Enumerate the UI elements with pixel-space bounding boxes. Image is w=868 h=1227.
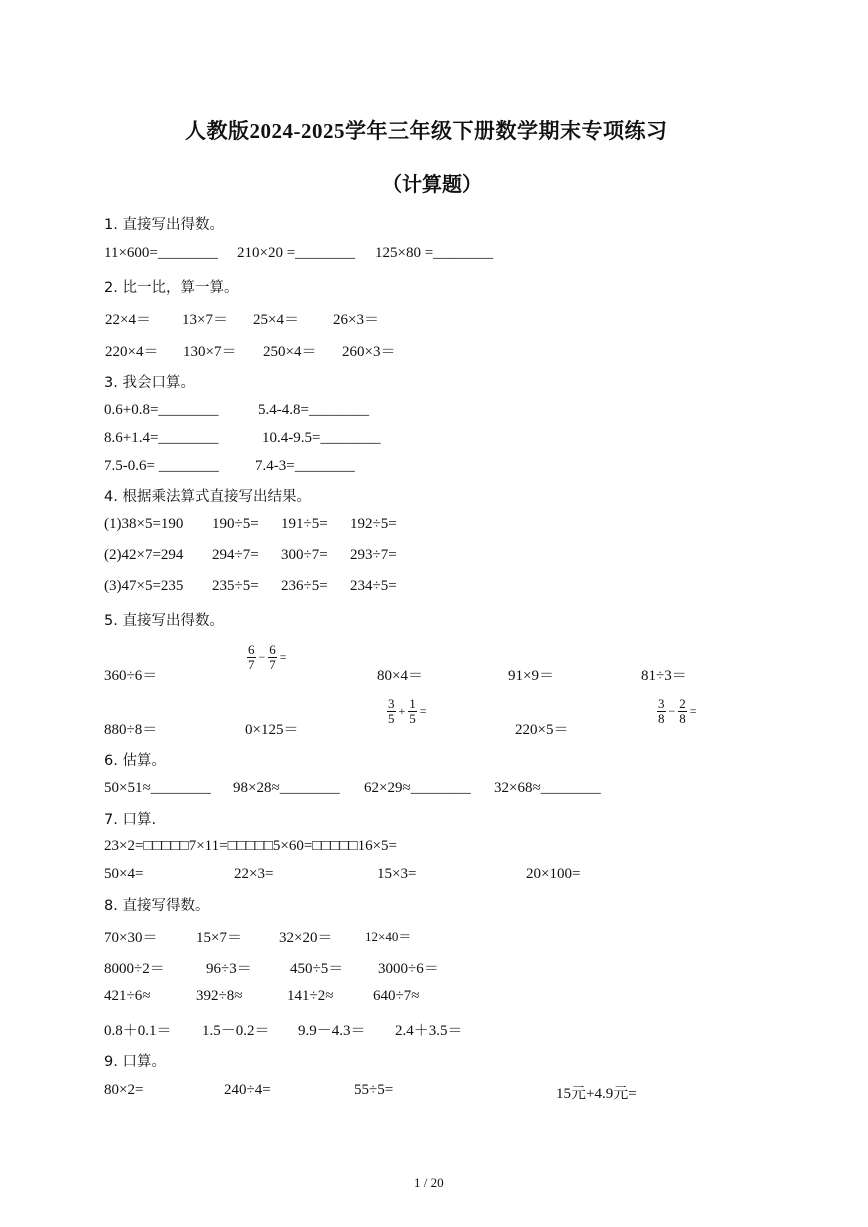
- problem: 62×29≈________: [364, 780, 471, 796]
- problem: 220×5＝: [515, 722, 569, 738]
- numerator: 6: [248, 642, 255, 657]
- question-7-heading: 7. 口算.: [104, 812, 157, 828]
- problem: 235÷5=: [212, 578, 259, 594]
- numerator: 1: [409, 696, 416, 711]
- page-title: 人教版2024-2025学年三年级下册数学期末专项练习: [185, 119, 668, 143]
- denominator: 7: [269, 657, 276, 672]
- problem: 130×7＝: [183, 344, 237, 360]
- equals-sign: =: [279, 650, 287, 664]
- denominator: 8: [679, 711, 686, 726]
- problem: 190÷5=: [212, 516, 259, 532]
- problem: 2.4＋3.5＝: [395, 1023, 463, 1039]
- problem: 80×2=: [104, 1082, 144, 1098]
- problem: 0.6+0.8=________: [104, 402, 219, 418]
- problem: (2)42×7=294: [104, 547, 184, 563]
- problem: 91×9＝: [508, 668, 554, 684]
- problem: 22×3=: [234, 866, 274, 882]
- problem: 10.4-9.5=________: [262, 430, 381, 446]
- problem: 220×4＝: [105, 344, 159, 360]
- problem: 293÷7=: [350, 547, 397, 563]
- denominator: 5: [388, 711, 395, 726]
- numerator: 2: [679, 696, 686, 711]
- problem: 234÷5=: [350, 578, 397, 594]
- problem: 260×3＝: [342, 344, 396, 360]
- question-1-heading: 1. 直接写出得数。: [104, 217, 224, 233]
- problem: 392÷8≈: [196, 988, 243, 1004]
- problem: 96÷3＝: [206, 961, 252, 977]
- operator: +: [398, 704, 406, 718]
- problem: 25×4＝: [253, 312, 299, 328]
- operator: −: [668, 704, 676, 718]
- problem: 450÷5＝: [290, 961, 344, 977]
- problem: 20×100=: [526, 866, 581, 882]
- problem: 70×30＝: [104, 930, 158, 946]
- problem: 141÷2≈: [287, 988, 334, 1004]
- problem: 80×4＝: [377, 668, 423, 684]
- equals-sign: =: [419, 704, 427, 718]
- fraction-problem: [246, 643, 289, 672]
- problem: 9.9－4.3＝: [298, 1023, 366, 1039]
- problem: 15元+4.9元=: [556, 1086, 637, 1102]
- question-8-heading: 8. 直接写得数。: [104, 898, 210, 914]
- numerator: 3: [388, 696, 395, 711]
- problem: 7.5-0.6= ________: [104, 458, 219, 474]
- problem-line: 23×2=□□□□□7×11=□□□□□5×60=□□□□□16×5=: [104, 838, 398, 854]
- fraction-problem: [656, 697, 699, 726]
- problem: 32×20＝: [279, 930, 333, 946]
- question-4-heading: 4. 根据乘法算式直接写出结果。: [104, 489, 311, 505]
- denominator: 8: [658, 711, 665, 726]
- problem: 360÷6＝: [104, 668, 158, 684]
- operator: −: [258, 650, 266, 664]
- problem: 300÷7=: [281, 547, 328, 563]
- problem: 421÷6≈: [104, 988, 151, 1004]
- problem: (3)47×5=235: [104, 578, 184, 594]
- problem: 125×80 =________: [375, 245, 494, 261]
- problem: 880÷8＝: [104, 722, 158, 738]
- numerator: 3: [658, 696, 665, 711]
- problem: 50×4=: [104, 866, 144, 882]
- problem: 0.8＋0.1＝: [104, 1023, 172, 1039]
- problem: 32×68≈________: [494, 780, 601, 796]
- problem: 191÷5=: [281, 516, 328, 532]
- question-9-heading: 9. 口算。: [104, 1054, 166, 1070]
- problem: 0×125＝: [245, 722, 299, 738]
- problem: 3000÷6＝: [378, 961, 439, 977]
- denominator: 5: [409, 711, 416, 726]
- problem: 13×7＝: [182, 312, 228, 328]
- problem: 15×3=: [377, 866, 417, 882]
- question-2-heading: 2. 比一比，算一算。: [104, 280, 239, 296]
- problem: 98×28≈________: [233, 780, 340, 796]
- question-6-heading: 6. 估算。: [104, 753, 166, 769]
- numerator: 6: [269, 642, 276, 657]
- problem: 640÷7≈: [373, 988, 420, 1004]
- problem: 1.5－0.2＝: [202, 1023, 270, 1039]
- denominator: 7: [248, 657, 255, 672]
- problem: 192÷5=: [350, 516, 397, 532]
- problem: 294÷7=: [212, 547, 259, 563]
- problem: 240÷4=: [224, 1082, 271, 1098]
- problem: 55÷5=: [354, 1082, 394, 1098]
- problem: 12×40＝: [365, 929, 412, 944]
- problem: 8.6+1.4=________: [104, 430, 219, 446]
- page-number: 1 / 20: [414, 1175, 444, 1190]
- equals-sign: =: [689, 704, 697, 718]
- problem: (1)38×5=190: [104, 516, 184, 532]
- problem: 15×7＝: [196, 930, 242, 946]
- problem: 210×20 =________: [237, 245, 356, 261]
- problem: 236÷5=: [281, 578, 328, 594]
- fraction-problem: [386, 697, 429, 726]
- problem: 81÷3＝: [641, 668, 687, 684]
- problem: 22×4＝: [105, 312, 151, 328]
- problem: 7.4-3=________: [255, 458, 355, 474]
- problem: 26×3＝: [333, 312, 379, 328]
- question-3-heading: 3. 我会口算。: [104, 375, 195, 391]
- problem: 50×51≈________: [104, 780, 211, 796]
- problem: 250×4＝: [263, 344, 317, 360]
- question-5-heading: 5. 直接写出得数。: [104, 613, 224, 629]
- problem: 5.4-4.8=________: [258, 402, 369, 418]
- page-subtitle: （计算题）: [382, 174, 482, 196]
- problem: 8000÷2＝: [104, 961, 165, 977]
- problem: 11×600=________: [104, 245, 218, 261]
